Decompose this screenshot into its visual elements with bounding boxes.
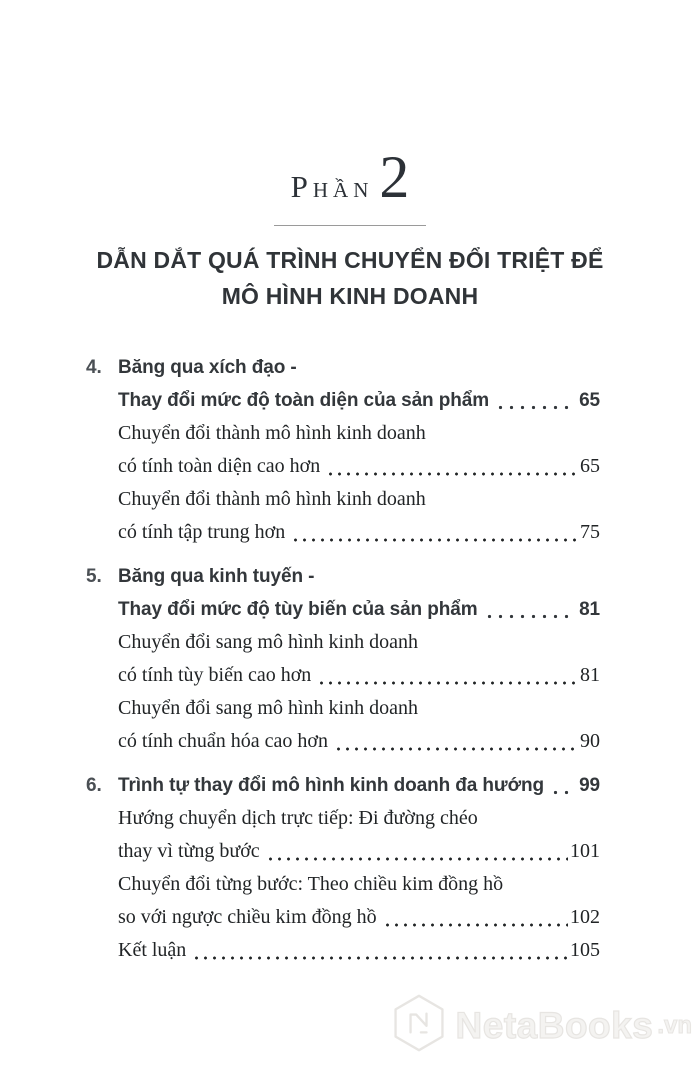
toc-sub-text: Chuyển đổi sang mô hình kinh doanh <box>118 631 418 653</box>
toc-heading-line <box>86 384 600 417</box>
leader-dots <box>550 783 571 795</box>
toc-sub-text: thay vì từng bước <box>118 840 260 862</box>
toc-entry-number: 4. <box>86 357 102 378</box>
toc-entry-4 <box>86 351 600 549</box>
toc-sub-line <box>86 516 600 549</box>
toc-sub-text: có tính chuẩn hóa cao hơn <box>118 730 328 752</box>
page-number: 105 <box>570 939 600 961</box>
toc-heading-text: Thay đổi mức độ toàn diện của sản phẩm <box>118 390 490 411</box>
toc-sub-text: Kết luận <box>118 939 187 961</box>
toc-sub-line <box>86 692 600 725</box>
leader-dots <box>317 673 578 685</box>
toc-sub-line <box>86 626 600 659</box>
page-number: 65 <box>579 390 600 411</box>
toc-heading-line <box>86 769 600 802</box>
toc-sub-line <box>86 450 600 483</box>
table-of-contents <box>86 351 600 967</box>
toc-heading-text: Thay đổi mức độ tùy biến của sản phẩm <box>118 599 478 620</box>
toc-entry-6 <box>86 769 600 967</box>
leader-dots <box>326 464 578 476</box>
page-number: 81 <box>580 664 600 686</box>
toc-heading-line <box>86 351 600 384</box>
part-label <box>0 144 700 218</box>
toc-sub-line <box>86 417 600 450</box>
toc-sub-text: có tính toàn diện cao hơn <box>118 455 321 477</box>
toc-heading-line <box>86 593 600 626</box>
toc-sub-line <box>86 901 600 934</box>
leader-dots <box>495 398 571 410</box>
toc-sub-text: Chuyển đổi sang mô hình kinh doanh <box>118 697 418 719</box>
leader-dots <box>484 607 572 619</box>
toc-sub-line <box>86 483 600 516</box>
toc-heading-line <box>86 560 600 593</box>
toc-heading-text: Băng qua xích đạo - <box>118 357 297 378</box>
page-number: 101 <box>570 840 600 862</box>
part-label-initial: P <box>290 169 313 204</box>
part-title-line-1: DẪN DẮT QUÁ TRÌNH CHUYỂN ĐỔI TRIỆT ĐỂ <box>96 247 604 273</box>
netabooks-watermark <box>390 993 692 1058</box>
toc-sub-line <box>86 934 600 967</box>
page-number: 102 <box>570 906 600 928</box>
part-label-rest: HẦN <box>312 178 374 202</box>
toc-sub-line <box>86 725 600 758</box>
toc-sub-line <box>86 868 600 901</box>
toc-sub-line <box>86 835 600 868</box>
leader-dots <box>266 849 568 861</box>
part-number: 2 <box>379 144 410 210</box>
toc-sub-text: so với ngược chiều kim đồng hồ <box>118 906 377 928</box>
toc-heading-text: Trình tự thay đổi mô hình kinh doanh đa hướng <box>118 775 544 796</box>
watermark-domain-text: .vn <box>657 1011 692 1039</box>
part-header <box>0 0 700 226</box>
part-title <box>0 242 700 314</box>
leader-dots <box>291 530 578 542</box>
toc-heading-text: Băng qua kinh tuyến - <box>118 566 315 587</box>
page-number: 99 <box>579 775 600 796</box>
page-number: 75 <box>580 521 600 543</box>
netabooks-hexagon-logo-icon <box>390 993 448 1058</box>
toc-sub-text: Chuyển đổi thành mô hình kinh doanh <box>118 422 426 444</box>
toc-sub-text: Hướng chuyển dịch trực tiếp: Đi đường chéo <box>118 807 478 829</box>
toc-sub-text: có tính tùy biến cao hơn <box>118 664 312 686</box>
toc-sub-line <box>86 659 600 692</box>
leader-dots <box>334 739 578 751</box>
toc-sub-text: Chuyển đổi từng bước: Theo chiều kim đồng hồ <box>118 873 504 895</box>
watermark-brand-text: NetaBooks <box>455 1004 654 1046</box>
toc-sub-line <box>86 802 600 835</box>
page-number: 65 <box>580 455 600 477</box>
page-number: 81 <box>579 599 600 620</box>
toc-entry-number: 5. <box>86 566 102 587</box>
part-underline-rule <box>274 225 426 226</box>
toc-sub-text: Chuyển đổi thành mô hình kinh doanh <box>118 488 426 510</box>
leader-dots <box>192 948 568 960</box>
toc-entry-5 <box>86 560 600 758</box>
part-title-line-2: MÔ HÌNH KINH DOANH <box>221 283 479 309</box>
page-number: 90 <box>580 730 600 752</box>
toc-entry-number: 6. <box>86 775 102 796</box>
leader-dots <box>383 915 568 927</box>
toc-sub-text: có tính tập trung hơn <box>118 521 286 543</box>
